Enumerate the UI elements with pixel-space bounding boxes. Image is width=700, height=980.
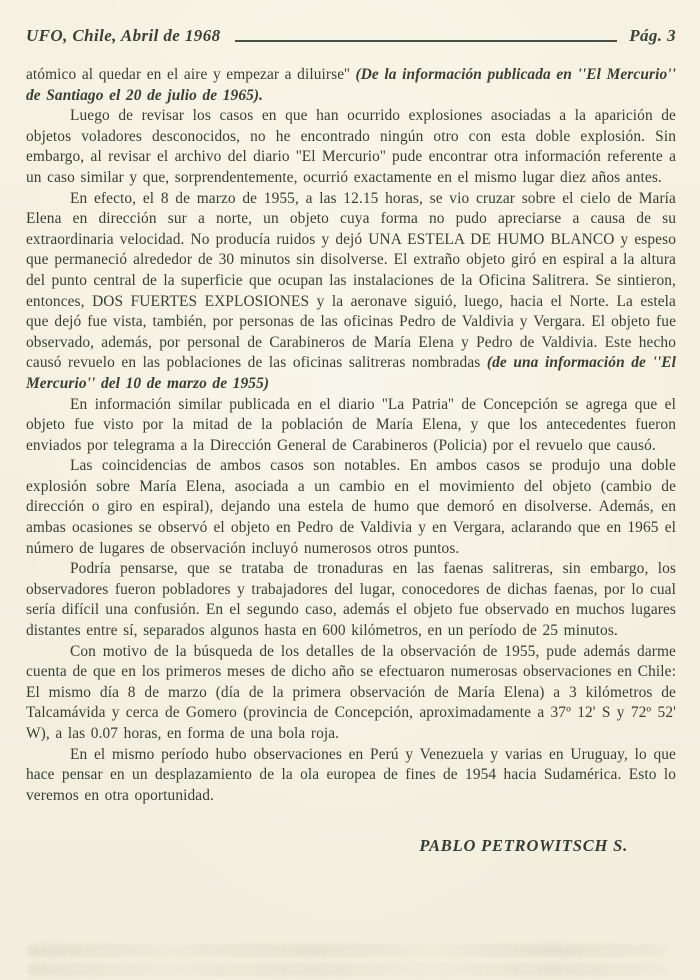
paragraph-text: Podría pensarse, que se trataba de tronaduras en las faenas salitreras, sin embargo, los observadores fueron pobladores y trabajadores del lugar, conocedores de dichas faenas, por lo cual sería difícil una confusión. En el segundo caso, además el objeto fue observado en muchos lugares distantes entre sí, separados algunos hasta en 600 kilómetros, en un período de 25 minutos. — [26, 560, 676, 640]
paragraph — [26, 65, 676, 106]
page-number: Pág. 3 — [629, 26, 676, 45]
paragraph — [26, 106, 676, 188]
paragraph — [26, 745, 676, 807]
citation-emphasis: (De la información publicada en ''El Mercurio'' de Santiago el 20 de julio de 1965). — [26, 66, 676, 104]
citation-emphasis: (de una información de ''El Mercurio'' del 10 de marzo de 1955) — [26, 354, 676, 392]
page-header — [26, 26, 676, 46]
article-body — [26, 65, 676, 806]
paragraph-text: Con motivo de la búsqueda de los detalles de la observación de 1955, pude además darme cuenta de que en los primeros meses de dicho año se efectuaron numerosas observaciones en Chile: El mismo día 8 de marzo (día de la primera observación de María Elena) a 3 kilómetros de Talcamávida y cerca de Gomero (provincia de Concepción, aproximadamente a 37º 12' S y 72º 52' W), a las 0.07 horas, en forma de una bola roja. — [26, 642, 676, 742]
paragraph-text: En información similar publicada en el diario ''La Patria'' de Concepción se agrega que el objeto fue visto por la mitad de la población de María Elena, y que los antecedentes fueron enviados por telegrama a la Dirección General de Carabineros (Policia) por el revuelo que causó. — [26, 395, 676, 454]
paragraph — [26, 559, 676, 641]
paragraph-text: atómico al quedar en el aire y empezar a diluirse'' — [26, 66, 356, 83]
bleed-through-smudge — [28, 963, 668, 976]
journal-title: UFO, Chile, Abril de 1968 — [26, 26, 221, 45]
header-rule — [235, 40, 618, 42]
paragraph-text: Las coincidencias de ambos casos son notables. En ambos casos se produjo una doble explosión sobre María Elena, asociada a un cambio en el movimiento del objeto (cambio de dirección o giro en espiral), dejando una estela de humo que demoró en disolverse. Además, en ambas ocasiones se observó el objeto en Pedro de Valdivia y en Vergara, aclarando que en 1965 el número de lugares de observación incluyó numerosos otros puntos. — [26, 457, 676, 557]
paragraph-text: En efecto, el 8 de marzo de 1955, a las 12.15 horas, se vio cruzar sobre el cielo de María Elena en dirección sur a norte, un objeto cuya forma no pudo apreciarse a causa de su extraordinaria velocidad. No producía ruidos y dejó UNA ESTELA DE HUMO BLANCO y espeso que permaneció alrededor de 30 minutos sin disolverse. El extraño objeto giró en espiral a la altura del punto central de la superficie que ocupan las instalaciones de la Oficina Salitrera. Se sintieron, entonces, DOS FUERTES EXPLOSIONES y la aeronave siguió, luego, hacia el Norte. La estela que dejó fue vista, también, por personas de las oficinas Pedro de Valdivia y Vergara. El objeto fue observado, además, por personal de Carabineros de María Elena y Pedro de Valdivia. Este hecho causó revuelo en las poblaciones de las oficinas salitreras nombradas — [26, 189, 676, 372]
paragraph — [26, 642, 676, 745]
paragraph — [26, 189, 676, 395]
paragraph — [26, 456, 676, 559]
paragraph-text: Luego de revisar los casos en que han ocurrido explosiones asociadas a la aparición de objetos voladores desconocidos, no he encontrado ningún otro con esta doble explosión. Sin embargo, al revisar el archivo del diario ''El Mercurio'' pude encontrar otra información referente a un caso similar y que, sorprendentemente, ocurrió exactamente en el mismo lugar diez años antes. — [26, 107, 676, 186]
paragraph-text: En el mismo período hubo observaciones en Perú y Venezuela y varias en Uruguay, lo que hace pensar en un desplazamiento de la ola europea de fines de 1954 hacia Sudamérica. Esto lo veremos en otra oportunidad. — [26, 745, 676, 804]
bleed-through-smudge — [28, 944, 668, 957]
paragraph — [26, 395, 676, 457]
author-signature: PABLO PETROWITSCH S. — [419, 836, 628, 856]
